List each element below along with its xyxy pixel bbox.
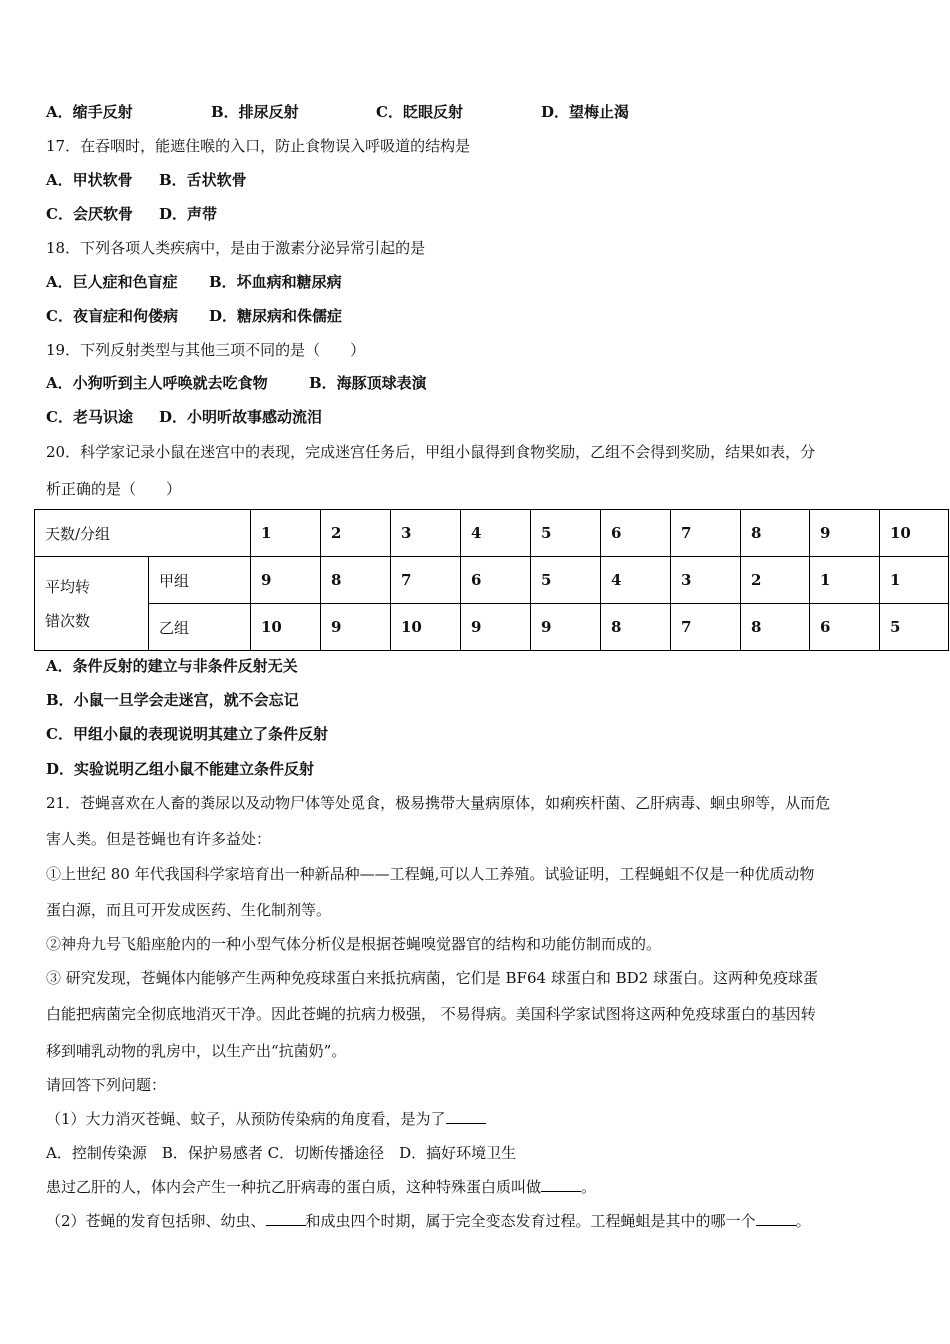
q18-options-1 (46, 272, 342, 292)
q21-prompt: 请回答下列问题： (46, 1076, 167, 1094)
q18-option-c: C．夜盲症和佝偻病 (46, 307, 178, 325)
table-row-group-b (35, 604, 949, 651)
table-day: 9 (810, 510, 880, 557)
group-b-value: 9 (321, 604, 391, 651)
group-a-value: 9 (251, 557, 321, 604)
group-a-value: 3 (671, 557, 741, 604)
group-a-value: 4 (601, 557, 671, 604)
q21-stem-line2: 害人类。但是苍蝇也有许多益处： (46, 830, 272, 848)
q17-option-b: B．舌状软骨 (159, 171, 247, 189)
group-a-value: 5 (531, 557, 601, 604)
group-b-value: 8 (741, 604, 810, 651)
q17-options-1 (46, 170, 247, 190)
q20-option-d: D．实验说明乙组小鼠不能建立条件反射 (46, 760, 315, 778)
answer-blank (541, 1177, 581, 1192)
group-b-value: 9 (461, 604, 531, 651)
q16-option-b: B．排尿反射 (211, 103, 299, 121)
q21-p3-line3: 移到哺乳动物的乳房中，以生产出“抗菌奶”。 (46, 1042, 347, 1060)
table-day: 8 (741, 510, 810, 557)
q19-stem: 19．下列反射类型与其他三项不同的是（ ） (46, 341, 366, 359)
q17-option-d: D．声带 (159, 205, 218, 223)
q21-sub2-part1: （2）苍蝇的发育包括卵、幼虫、 (46, 1212, 266, 1230)
group-b-value: 10 (391, 604, 461, 651)
q21-p1-line1: ①上世纪 80 年代我国科学家培育出一种新品种——工程蝇,可以人工养殖。试验证明，工程蝇蛆不仅是一种优质动物 (46, 865, 815, 883)
q19-options-2 (46, 407, 322, 427)
q18-option-a: A．巨人症和色盲症 (46, 273, 178, 291)
q17-option-a: A．甲状软骨 (46, 171, 133, 189)
q17-option-c: C．会厌软骨 (46, 205, 133, 223)
group-a-value: 8 (321, 557, 391, 604)
table-header-row (35, 510, 949, 557)
group-b-value: 9 (531, 604, 601, 651)
group-a-value: 1 (810, 557, 880, 604)
row-label-line2: 错次数 (45, 611, 91, 630)
q19-option-a: A．小狗听到主人呼唤就去吃食物 (46, 374, 268, 392)
q20-option-b: B．小鼠一旦学会走迷宫，就不会忘记 (46, 691, 299, 709)
answer-blank (266, 1211, 306, 1226)
q19-option-d: D．小明听故事感动流泪 (159, 408, 323, 426)
q18-stem: 18．下列各项人类疾病中，是由于激素分泌异常引起的是 (46, 239, 426, 257)
q21-stem-line1: 21．苍蝇喜欢在人畜的粪尿以及动物尸体等处觅食，极易携带大量病原体，如痢疾杆菌、乙肝病毒、蛔虫卵等，从而危 (46, 794, 831, 812)
group-b-value: 5 (880, 604, 949, 651)
answer-blank (446, 1109, 486, 1124)
q21-p1-line2: 蛋白源，而且可开发成医药、生化制剂等。 (46, 901, 332, 919)
table-row-group-a (35, 557, 949, 604)
group-a-label: 甲组 (149, 557, 251, 604)
table-header-label: 天数/分组 (35, 510, 251, 557)
q21-sub1-options: A．控制传染源 B．保护易感者 C．切断传播途径 D．搞好环境卫生 (46, 1144, 517, 1162)
group-b-label: 乙组 (149, 604, 251, 651)
q21-p3-line1: ③ 研究发现，苍蝇体内能够产生两种免疫球蛋白来抵抗病菌，它们是 BF64 球蛋白和 BD2 球蛋白。这两种免疫球蛋 (46, 969, 818, 987)
q21-sub1b-text: 患过乙肝的人，体内会产生一种抗乙肝病毒的蛋白质，这种特殊蛋白质叫做 (46, 1178, 542, 1196)
q18-option-b: B．坏血病和糖尿病 (209, 273, 342, 291)
group-a-value: 1 (880, 557, 949, 604)
q18-options-2 (46, 306, 342, 326)
table-day: 10 (880, 510, 949, 557)
row-label-line1: 平均转 (45, 577, 91, 596)
q21-p3-line2: 白能把病菌完全彻底地消灭干净。因此苍蝇的抗病力极强， 不易得病。美国科学家试图将这两种免疫球蛋白的基因转 (46, 1005, 816, 1023)
q21-sub2 (46, 1211, 811, 1231)
group-b-value: 8 (601, 604, 671, 651)
q19-options-1 (46, 373, 427, 393)
table-day: 3 (391, 510, 461, 557)
table-day: 4 (461, 510, 531, 557)
q17-options-2 (46, 204, 217, 224)
q20-data-table (34, 509, 949, 651)
q16-option-d: D．望梅止渴 (541, 103, 630, 121)
q20-stem-line1: 20．科学家记录小鼠在迷宫中的表现，完成迷宫任务后，甲组小鼠得到食物奖励，乙组不会得到奖励，结果如表，分 (46, 443, 816, 461)
group-b-value: 6 (810, 604, 880, 651)
table-day: 1 (251, 510, 321, 557)
q19-option-c: C．老马识途 (46, 408, 133, 426)
table-row-label (35, 557, 149, 651)
group-a-value: 2 (741, 557, 810, 604)
q21-sub1b-end: 。 (581, 1178, 597, 1196)
q21-sub2-part2: 和成虫四个时期，属于完全变态发育过程。工程蝇蛆是其中的哪一个 (305, 1212, 756, 1230)
q21-sub2-end: 。 (795, 1212, 811, 1230)
table-day: 6 (601, 510, 671, 557)
q19-option-b: B．海豚顶球表演 (309, 374, 427, 392)
answer-blank (756, 1211, 796, 1226)
table-day: 5 (531, 510, 601, 557)
q20-option-c: C．甲组小鼠的表现说明其建立了条件反射 (46, 725, 328, 743)
q18-option-d: D．糖尿病和侏儒症 (209, 307, 343, 325)
q16-option-a: A．缩手反射 (46, 103, 133, 121)
q16-options (46, 102, 629, 122)
q21-p2-line1: ②神舟九号飞船座舱内的一种小型气体分析仪是根据苍蝇嗅觉器官的结构和功能仿制而成的。 (46, 935, 662, 953)
q21-sub1 (46, 1109, 486, 1129)
q21-sub1b (46, 1177, 596, 1197)
q20-stem-line2: 析正确的是（ ） (46, 480, 182, 498)
group-b-value: 7 (671, 604, 741, 651)
table-day: 7 (671, 510, 741, 557)
q16-option-c: C．眨眼反射 (376, 103, 463, 121)
q21-sub1-text: （1）大力消灭苍蝇、蚊子，从预防传染病的角度看，是为了 (46, 1110, 446, 1128)
group-b-value: 10 (251, 604, 321, 651)
q20-option-a: A．条件反射的建立与非条件反射无关 (46, 657, 298, 675)
group-a-value: 6 (461, 557, 531, 604)
q17-stem: 17．在吞咽时，能遮住喉的入口，防止食物误入呼吸道的结构是 (46, 137, 471, 155)
group-a-value: 7 (391, 557, 461, 604)
table-day: 2 (321, 510, 391, 557)
